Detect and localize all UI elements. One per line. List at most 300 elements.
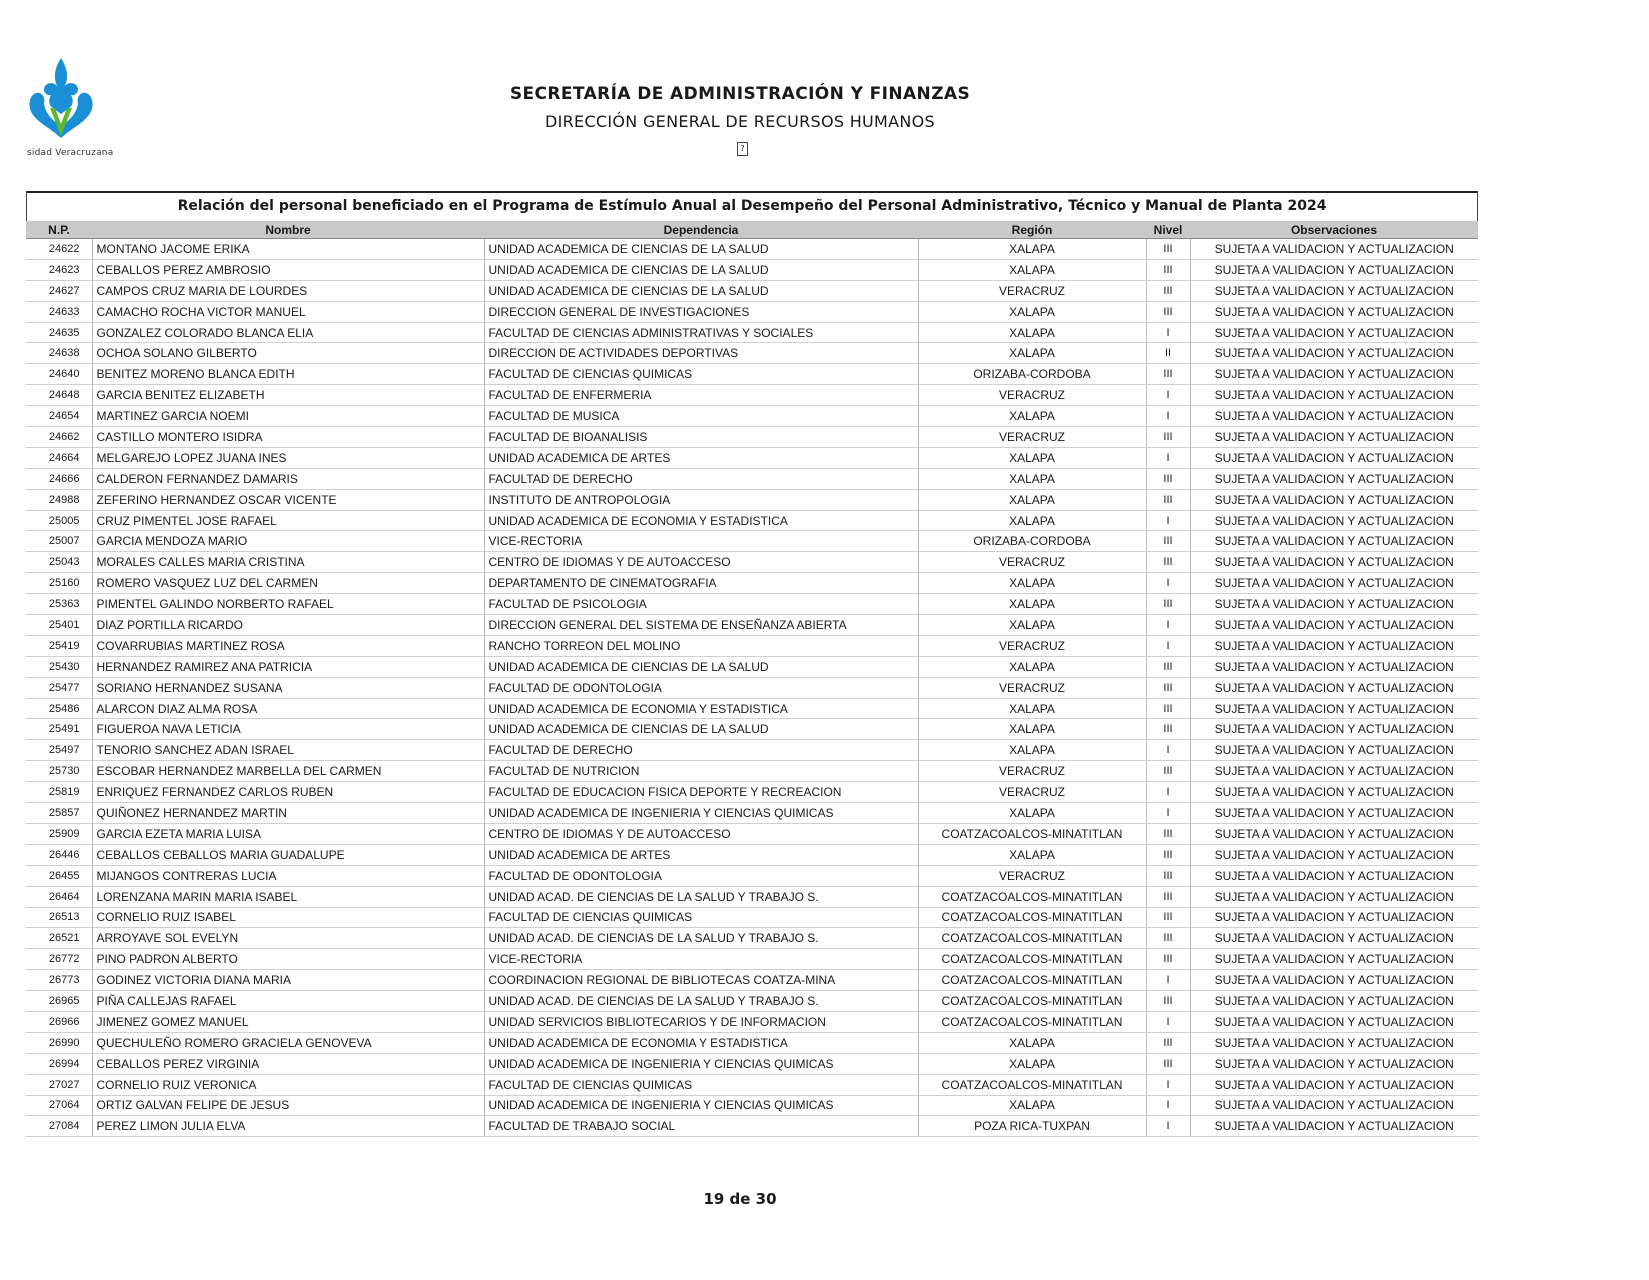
cell-dependencia: DIRECCION GENERAL DEL SISTEMA DE ENSEÑANZA ABIERTA — [484, 615, 918, 636]
cell-np: 24666 — [26, 468, 92, 489]
cell-nombre: DIAZ PORTILLA RICARDO — [92, 615, 484, 636]
cell-dependencia: RANCHO TORREON DEL MOLINO — [484, 635, 918, 656]
cell-nombre: MIJANGOS CONTRERAS LUCIA — [92, 865, 484, 886]
cell-region: XALAPA — [918, 698, 1146, 719]
table-row — [26, 719, 1478, 740]
cell-region: XALAPA — [918, 573, 1146, 594]
cell-nombre: ENRIQUEZ FERNANDEZ CARLOS RUBEN — [92, 782, 484, 803]
table-header-row — [26, 221, 1478, 239]
cell-observaciones: SUJETA A VALIDACION Y ACTUALIZACION — [1190, 301, 1478, 322]
cell-nivel: III — [1146, 656, 1190, 677]
cell-region: XALAPA — [918, 301, 1146, 322]
cell-nombre: COVARRUBIAS MARTINEZ ROSA — [92, 635, 484, 656]
table-row — [26, 427, 1478, 448]
cell-observaciones: SUJETA A VALIDACION Y ACTUALIZACION — [1190, 594, 1478, 615]
cell-nivel: III — [1146, 928, 1190, 949]
cell-observaciones: SUJETA A VALIDACION Y ACTUALIZACION — [1190, 259, 1478, 280]
cell-dependencia: INSTITUTO DE ANTROPOLOGIA — [484, 489, 918, 510]
cell-dependencia: UNIDAD ACADEMICA DE ECONOMIA Y ESTADISTICA — [484, 698, 918, 719]
beneficiaries-table — [26, 191, 1478, 1137]
cell-nombre: ALARCON DIAZ ALMA ROSA — [92, 698, 484, 719]
table-row — [26, 594, 1478, 615]
cell-observaciones: SUJETA A VALIDACION Y ACTUALIZACION — [1190, 907, 1478, 928]
table-row — [26, 1074, 1478, 1095]
cell-dependencia: DIRECCION DE ACTIVIDADES DEPORTIVAS — [484, 343, 918, 364]
cell-dependencia: FACULTAD DE DERECHO — [484, 468, 918, 489]
cell-observaciones: SUJETA A VALIDACION Y ACTUALIZACION — [1190, 740, 1478, 761]
cell-np: 25909 — [26, 823, 92, 844]
cell-np: 24988 — [26, 489, 92, 510]
cell-np: 26966 — [26, 1011, 92, 1032]
cell-observaciones: SUJETA A VALIDACION Y ACTUALIZACION — [1190, 719, 1478, 740]
column-header-np: N.P. — [26, 221, 92, 239]
table-row — [26, 635, 1478, 656]
cell-nombre: CORNELIO RUIZ ISABEL — [92, 907, 484, 928]
table-row — [26, 698, 1478, 719]
cell-np: 24635 — [26, 322, 92, 343]
cell-dependencia: UNIDAD SERVICIOS BIBLIOTECARIOS Y DE INFORMACION — [484, 1011, 918, 1032]
cell-nombre: HERNANDEZ RAMIREZ ANA PATRICIA — [92, 656, 484, 677]
cell-nombre: TENORIO SANCHEZ ADAN ISRAEL — [92, 740, 484, 761]
table-row — [26, 886, 1478, 907]
cell-np: 26772 — [26, 949, 92, 970]
cell-observaciones: SUJETA A VALIDACION Y ACTUALIZACION — [1190, 698, 1478, 719]
cell-nombre: BENITEZ MORENO BLANCA EDITH — [92, 364, 484, 385]
cell-nivel: III — [1146, 364, 1190, 385]
cell-dependencia: UNIDAD ACAD. DE CIENCIAS DE LA SALUD Y TRABAJO S. — [484, 886, 918, 907]
cell-nombre: FIGUEROA NAVA LETICIA — [92, 719, 484, 740]
cell-np: 26455 — [26, 865, 92, 886]
table-row — [26, 343, 1478, 364]
cell-region: XALAPA — [918, 239, 1146, 260]
cell-region: VERACRUZ — [918, 865, 1146, 886]
cell-np: 24623 — [26, 259, 92, 280]
logo-caption: sidad Veracruzana — [27, 148, 114, 158]
cell-region: COATZACOALCOS-MINATITLAN — [918, 949, 1146, 970]
cell-dependencia: UNIDAD ACADEMICA DE ECONOMIA Y ESTADISTICA — [484, 510, 918, 531]
cell-nombre: CRUZ PIMENTEL JOSE RAFAEL — [92, 510, 484, 531]
cell-dependencia: VICE-RECTORIA — [484, 531, 918, 552]
cell-observaciones: SUJETA A VALIDACION Y ACTUALIZACION — [1190, 782, 1478, 803]
table-row — [26, 1032, 1478, 1053]
cell-nivel: III — [1146, 991, 1190, 1012]
cell-observaciones: SUJETA A VALIDACION Y ACTUALIZACION — [1190, 322, 1478, 343]
cell-dependencia: DEPARTAMENTO DE CINEMATOGRAFIA — [484, 573, 918, 594]
cell-observaciones: SUJETA A VALIDACION Y ACTUALIZACION — [1190, 343, 1478, 364]
cell-observaciones: SUJETA A VALIDACION Y ACTUALIZACION — [1190, 573, 1478, 594]
column-header-observaciones: Observaciones — [1190, 221, 1478, 239]
cell-nombre: QUIÑONEZ HERNANDEZ MARTIN — [92, 803, 484, 824]
cell-nombre: CEBALLOS CEBALLOS MARIA GUADALUPE — [92, 844, 484, 865]
cell-np: 24640 — [26, 364, 92, 385]
cell-dependencia: VICE-RECTORIA — [484, 949, 918, 970]
cell-nivel: I — [1146, 385, 1190, 406]
cell-dependencia: FACULTAD DE PSICOLOGIA — [484, 594, 918, 615]
cell-dependencia: FACULTAD DE NUTRICION — [484, 761, 918, 782]
cell-nombre: GARCIA MENDOZA MARIO — [92, 531, 484, 552]
table-row — [26, 531, 1478, 552]
cell-region: XALAPA — [918, 489, 1146, 510]
cell-nombre: CALDERON FERNANDEZ DAMARIS — [92, 468, 484, 489]
cell-np: 25007 — [26, 531, 92, 552]
cell-observaciones: SUJETA A VALIDACION Y ACTUALIZACION — [1190, 844, 1478, 865]
table-row — [26, 803, 1478, 824]
cell-observaciones: SUJETA A VALIDACION Y ACTUALIZACION — [1190, 928, 1478, 949]
cell-np: 26513 — [26, 907, 92, 928]
cell-np: 26773 — [26, 970, 92, 991]
cell-nombre: ESCOBAR HERNANDEZ MARBELLA DEL CARMEN — [92, 761, 484, 782]
cell-np: 24662 — [26, 427, 92, 448]
cell-observaciones: SUJETA A VALIDACION Y ACTUALIZACION — [1190, 970, 1478, 991]
cell-nivel: III — [1146, 761, 1190, 782]
page-subtitle: DIRECCIÓN GENERAL DE RECURSOS HUMANOS — [544, 112, 936, 131]
cell-observaciones: SUJETA A VALIDACION Y ACTUALIZACION — [1190, 1116, 1478, 1137]
table-row — [26, 1011, 1478, 1032]
cell-dependencia: UNIDAD ACADEMICA DE ARTES — [484, 844, 918, 865]
cell-nombre: MORALES CALLES MARIA CRISTINA — [92, 552, 484, 573]
cell-dependencia: FACULTAD DE MUSICA — [484, 406, 918, 427]
cell-dependencia: FACULTAD DE ENFERMERIA — [484, 385, 918, 406]
cell-region: XALAPA — [918, 719, 1146, 740]
cell-nivel: III — [1146, 1032, 1190, 1053]
cell-nivel: III — [1146, 239, 1190, 260]
cell-nombre: GARCIA BENITEZ ELIZABETH — [92, 385, 484, 406]
cell-nombre: CASTILLO MONTERO ISIDRA — [92, 427, 484, 448]
column-header-dependencia: Dependencia — [484, 221, 918, 239]
cell-region: XALAPA — [918, 803, 1146, 824]
cell-observaciones: SUJETA A VALIDACION Y ACTUALIZACION — [1190, 1053, 1478, 1074]
cell-nivel: III — [1146, 489, 1190, 510]
cell-nombre: MONTANO JACOME ERIKA — [92, 239, 484, 260]
cell-nivel: I — [1146, 970, 1190, 991]
cell-observaciones: SUJETA A VALIDACION Y ACTUALIZACION — [1190, 865, 1478, 886]
cell-np: 24648 — [26, 385, 92, 406]
cell-region: POZA RICA-TUXPAN — [918, 1116, 1146, 1137]
cell-nombre: GONZALEZ COLORADO BLANCA ELIA — [92, 322, 484, 343]
cell-dependencia: UNIDAD ACADEMICA DE CIENCIAS DE LA SALUD — [484, 239, 918, 260]
cell-nivel: III — [1146, 719, 1190, 740]
cell-nivel: III — [1146, 259, 1190, 280]
cell-region: VERACRUZ — [918, 427, 1146, 448]
cell-observaciones: SUJETA A VALIDACION Y ACTUALIZACION — [1190, 1095, 1478, 1116]
cell-nombre: MARTINEZ GARCIA NOEMI — [92, 406, 484, 427]
table-row — [26, 907, 1478, 928]
cell-dependencia: UNIDAD ACADEMICA DE INGENIERIA Y CIENCIAS QUIMICAS — [484, 803, 918, 824]
cell-nivel: III — [1146, 677, 1190, 698]
table-row — [26, 928, 1478, 949]
cell-region: XALAPA — [918, 447, 1146, 468]
cell-observaciones: SUJETA A VALIDACION Y ACTUALIZACION — [1190, 1032, 1478, 1053]
cell-nombre: CEBALLOS PEREZ VIRGINIA — [92, 1053, 484, 1074]
cell-region: ORIZABA-CORDOBA — [918, 531, 1146, 552]
cell-region: XALAPA — [918, 615, 1146, 636]
cell-region: XALAPA — [918, 1053, 1146, 1074]
cell-np: 25043 — [26, 552, 92, 573]
table-row — [26, 1053, 1478, 1074]
cell-observaciones: SUJETA A VALIDACION Y ACTUALIZACION — [1190, 949, 1478, 970]
cell-nivel: III — [1146, 594, 1190, 615]
cell-np: 25430 — [26, 656, 92, 677]
cell-region: XALAPA — [918, 406, 1146, 427]
cell-dependencia: UNIDAD ACAD. DE CIENCIAS DE LA SALUD Y TRABAJO S. — [484, 928, 918, 949]
cell-np: 27084 — [26, 1116, 92, 1137]
cell-region: COATZACOALCOS-MINATITLAN — [918, 970, 1146, 991]
table-row — [26, 510, 1478, 531]
cell-dependencia: UNIDAD ACADEMICA DE ECONOMIA Y ESTADISTICA — [484, 1032, 918, 1053]
cell-nivel: III — [1146, 698, 1190, 719]
cell-np: 25497 — [26, 740, 92, 761]
cell-observaciones: SUJETA A VALIDACION Y ACTUALIZACION — [1190, 991, 1478, 1012]
cell-np: 26521 — [26, 928, 92, 949]
cell-region: XALAPA — [918, 1095, 1146, 1116]
cell-np: 26446 — [26, 844, 92, 865]
table-row — [26, 970, 1478, 991]
table-row — [26, 573, 1478, 594]
cell-region: VERACRUZ — [918, 635, 1146, 656]
cell-dependencia: FACULTAD DE ODONTOLOGIA — [484, 865, 918, 886]
cell-nombre: ZEFERINO HERNANDEZ OSCAR VICENTE — [92, 489, 484, 510]
cell-region: XALAPA — [918, 259, 1146, 280]
cell-np: 25477 — [26, 677, 92, 698]
table-row — [26, 740, 1478, 761]
column-header-nivel: Nivel — [1146, 221, 1190, 239]
table-row — [26, 991, 1478, 1012]
cell-nombre: CAMPOS CRUZ MARIA DE LOURDES — [92, 280, 484, 301]
table-row — [26, 468, 1478, 489]
cell-region: COATZACOALCOS-MINATITLAN — [918, 886, 1146, 907]
column-header-nombre: Nombre — [92, 221, 484, 239]
cell-observaciones: SUJETA A VALIDACION Y ACTUALIZACION — [1190, 615, 1478, 636]
cell-nivel: I — [1146, 782, 1190, 803]
cell-dependencia: FACULTAD DE CIENCIAS ADMINISTRATIVAS Y SOCIALES — [484, 322, 918, 343]
cell-observaciones: SUJETA A VALIDACION Y ACTUALIZACION — [1190, 239, 1478, 260]
page-number: 19 de 30 — [703, 1190, 777, 1208]
cell-nombre: LORENZANA MARIN MARIA ISABEL — [92, 886, 484, 907]
cell-region: COATZACOALCOS-MINATITLAN — [918, 991, 1146, 1012]
cell-nombre: CORNELIO RUIZ VERONICA — [92, 1074, 484, 1095]
table-row — [26, 656, 1478, 677]
cell-dependencia: UNIDAD ACADEMICA DE CIENCIAS DE LA SALUD — [484, 259, 918, 280]
cell-region: XALAPA — [918, 510, 1146, 531]
table-title: Relación del personal beneficiado en el Programa de Estímulo Anual al Desempeño del Personal Administrativo, Técnico y Manual de Planta 2024 — [26, 191, 1478, 221]
cell-nivel: I — [1146, 1116, 1190, 1137]
cell-np: 26990 — [26, 1032, 92, 1053]
cell-nombre: GARCIA EZETA MARIA LUISA — [92, 823, 484, 844]
cell-dependencia: FACULTAD DE CIENCIAS QUIMICAS — [484, 1074, 918, 1095]
cell-region: XALAPA — [918, 322, 1146, 343]
cell-dependencia: DIRECCION GENERAL DE INVESTIGACIONES — [484, 301, 918, 322]
cell-nivel: I — [1146, 1011, 1190, 1032]
cell-region: VERACRUZ — [918, 677, 1146, 698]
column-header-region: Región — [918, 221, 1146, 239]
cell-observaciones: SUJETA A VALIDACION Y ACTUALIZACION — [1190, 468, 1478, 489]
cell-np: 24627 — [26, 280, 92, 301]
cell-region: VERACRUZ — [918, 761, 1146, 782]
cell-observaciones: SUJETA A VALIDACION Y ACTUALIZACION — [1190, 886, 1478, 907]
cell-region: ORIZABA-CORDOBA — [918, 364, 1146, 385]
cell-dependencia: FACULTAD DE ODONTOLOGIA — [484, 677, 918, 698]
cell-region: COATZACOALCOS-MINATITLAN — [918, 907, 1146, 928]
cell-nivel: III — [1146, 949, 1190, 970]
cell-region: COATZACOALCOS-MINATITLAN — [918, 928, 1146, 949]
cell-np: 25486 — [26, 698, 92, 719]
cell-np: 25363 — [26, 594, 92, 615]
table-row — [26, 844, 1478, 865]
cell-dependencia: UNIDAD ACADEMICA DE CIENCIAS DE LA SALUD — [484, 656, 918, 677]
table-row — [26, 322, 1478, 343]
cell-np: 27027 — [26, 1074, 92, 1095]
cell-np: 25419 — [26, 635, 92, 656]
table-row — [26, 259, 1478, 280]
table-row — [26, 865, 1478, 886]
cell-region: VERACRUZ — [918, 280, 1146, 301]
cell-observaciones: SUJETA A VALIDACION Y ACTUALIZACION — [1190, 761, 1478, 782]
cell-np: 25160 — [26, 573, 92, 594]
cell-observaciones: SUJETA A VALIDACION Y ACTUALIZACION — [1190, 510, 1478, 531]
cell-region: XALAPA — [918, 1032, 1146, 1053]
cell-observaciones: SUJETA A VALIDACION Y ACTUALIZACION — [1190, 427, 1478, 448]
table-row — [26, 1095, 1478, 1116]
cell-nivel: II — [1146, 343, 1190, 364]
table-row — [26, 615, 1478, 636]
cell-nombre: SORIANO HERNANDEZ SUSANA — [92, 677, 484, 698]
cell-nivel: I — [1146, 1074, 1190, 1095]
cell-region: VERACRUZ — [918, 552, 1146, 573]
cell-observaciones: SUJETA A VALIDACION Y ACTUALIZACION — [1190, 280, 1478, 301]
cell-np: 27064 — [26, 1095, 92, 1116]
table-row — [26, 823, 1478, 844]
cell-dependencia: UNIDAD ACAD. DE CIENCIAS DE LA SALUD Y TRABAJO S. — [484, 991, 918, 1012]
cell-nombre: PIMENTEL GALINDO NORBERTO RAFAEL — [92, 594, 484, 615]
cell-observaciones: SUJETA A VALIDACION Y ACTUALIZACION — [1190, 447, 1478, 468]
cell-nivel: III — [1146, 907, 1190, 928]
cell-nivel: I — [1146, 573, 1190, 594]
cell-np: 26965 — [26, 991, 92, 1012]
cell-nivel: III — [1146, 844, 1190, 865]
cell-nivel: I — [1146, 615, 1190, 636]
cell-nivel: I — [1146, 510, 1190, 531]
cell-observaciones: SUJETA A VALIDACION Y ACTUALIZACION — [1190, 385, 1478, 406]
cell-dependencia: UNIDAD ACADEMICA DE INGENIERIA Y CIENCIAS QUIMICAS — [484, 1053, 918, 1074]
cell-np: 24654 — [26, 406, 92, 427]
cell-nombre: PEREZ LIMON JULIA ELVA — [92, 1116, 484, 1137]
cell-region: XALAPA — [918, 656, 1146, 677]
table-row — [26, 1116, 1478, 1137]
table-row — [26, 677, 1478, 698]
cell-dependencia: UNIDAD ACADEMICA DE CIENCIAS DE LA SALUD — [484, 719, 918, 740]
table-row — [26, 949, 1478, 970]
cell-nivel: I — [1146, 322, 1190, 343]
table-row — [26, 447, 1478, 468]
cell-region: COATZACOALCOS-MINATITLAN — [918, 1011, 1146, 1032]
cell-region: XALAPA — [918, 468, 1146, 489]
table-row — [26, 489, 1478, 510]
cell-observaciones: SUJETA A VALIDACION Y ACTUALIZACION — [1190, 406, 1478, 427]
cell-observaciones: SUJETA A VALIDACION Y ACTUALIZACION — [1190, 823, 1478, 844]
cell-observaciones: SUJETA A VALIDACION Y ACTUALIZACION — [1190, 803, 1478, 824]
cell-nombre: JIMENEZ GOMEZ MANUEL — [92, 1011, 484, 1032]
cell-region: VERACRUZ — [918, 385, 1146, 406]
cell-nivel: I — [1146, 635, 1190, 656]
cell-nivel: III — [1146, 886, 1190, 907]
table-row — [26, 552, 1478, 573]
cell-region: COATZACOALCOS-MINATITLAN — [918, 823, 1146, 844]
cell-nivel: I — [1146, 803, 1190, 824]
cell-nivel: I — [1146, 447, 1190, 468]
table-row — [26, 239, 1478, 260]
cell-np: 25857 — [26, 803, 92, 824]
cell-nivel: III — [1146, 1053, 1190, 1074]
cell-nombre: OCHOA SOLANO GILBERTO — [92, 343, 484, 364]
cell-observaciones: SUJETA A VALIDACION Y ACTUALIZACION — [1190, 677, 1478, 698]
cell-nombre: MELGAREJO LOPEZ JUANA INES — [92, 447, 484, 468]
cell-region: XALAPA — [918, 844, 1146, 865]
cell-observaciones: SUJETA A VALIDACION Y ACTUALIZACION — [1190, 531, 1478, 552]
cell-np: 25819 — [26, 782, 92, 803]
cell-np: 26994 — [26, 1053, 92, 1074]
cell-nombre: GODINEZ VICTORIA DIANA MARIA — [92, 970, 484, 991]
cell-region: XALAPA — [918, 594, 1146, 615]
cell-nombre: ROMERO VASQUEZ LUZ DEL CARMEN — [92, 573, 484, 594]
cell-region: XALAPA — [918, 343, 1146, 364]
cell-dependencia: FACULTAD DE CIENCIAS QUIMICAS — [484, 907, 918, 928]
cell-nombre: QUECHULEÑO ROMERO GRACIELA GENOVEVA — [92, 1032, 484, 1053]
cell-nivel: III — [1146, 552, 1190, 573]
cell-nivel: III — [1146, 531, 1190, 552]
cell-np: 24664 — [26, 447, 92, 468]
cell-observaciones: SUJETA A VALIDACION Y ACTUALIZACION — [1190, 489, 1478, 510]
table-row — [26, 301, 1478, 322]
cell-nombre: PINO PADRON ALBERTO — [92, 949, 484, 970]
cell-dependencia: UNIDAD ACADEMICA DE ARTES — [484, 447, 918, 468]
cell-observaciones: SUJETA A VALIDACION Y ACTUALIZACION — [1190, 1011, 1478, 1032]
table-row — [26, 782, 1478, 803]
cell-observaciones: SUJETA A VALIDACION Y ACTUALIZACION — [1190, 552, 1478, 573]
cell-np: 25401 — [26, 615, 92, 636]
cell-np: 24633 — [26, 301, 92, 322]
cell-nombre: ORTIZ GALVAN FELIPE DE JESUS — [92, 1095, 484, 1116]
table-row — [26, 364, 1478, 385]
cell-dependencia: UNIDAD ACADEMICA DE CIENCIAS DE LA SALUD — [484, 280, 918, 301]
table-row — [26, 385, 1478, 406]
table-row — [26, 761, 1478, 782]
cell-region: VERACRUZ — [918, 782, 1146, 803]
cell-nivel: I — [1146, 1095, 1190, 1116]
table-row — [26, 406, 1478, 427]
cell-nombre: CAMACHO ROCHA VICTOR MANUEL — [92, 301, 484, 322]
cell-np: 25491 — [26, 719, 92, 740]
cell-np: 25730 — [26, 761, 92, 782]
cell-np: 26464 — [26, 886, 92, 907]
cell-dependencia: CENTRO DE IDIOMAS Y DE AUTOACCESO — [484, 823, 918, 844]
cell-nombre: ARROYAVE SOL EVELYN — [92, 928, 484, 949]
cell-dependencia: FACULTAD DE BIOANALISIS — [484, 427, 918, 448]
cell-nombre: CEBALLOS PEREZ AMBROSIO — [92, 259, 484, 280]
cell-np: 25005 — [26, 510, 92, 531]
table-row — [26, 280, 1478, 301]
cell-dependencia: COORDINACION REGIONAL DE BIBLIOTECAS COATZA-MINA — [484, 970, 918, 991]
cell-observaciones: SUJETA A VALIDACION Y ACTUALIZACION — [1190, 1074, 1478, 1095]
cell-dependencia: CENTRO DE IDIOMAS Y DE AUTOACCESO — [484, 552, 918, 573]
cell-dependencia: FACULTAD DE CIENCIAS QUIMICAS — [484, 364, 918, 385]
cell-nivel: III — [1146, 301, 1190, 322]
cell-nivel: III — [1146, 280, 1190, 301]
cell-np: 24622 — [26, 239, 92, 260]
cell-observaciones: SUJETA A VALIDACION Y ACTUALIZACION — [1190, 364, 1478, 385]
cell-nombre: PIÑA CALLEJAS RAFAEL — [92, 991, 484, 1012]
cell-dependencia: FACULTAD DE DERECHO — [484, 740, 918, 761]
cell-np: 24638 — [26, 343, 92, 364]
